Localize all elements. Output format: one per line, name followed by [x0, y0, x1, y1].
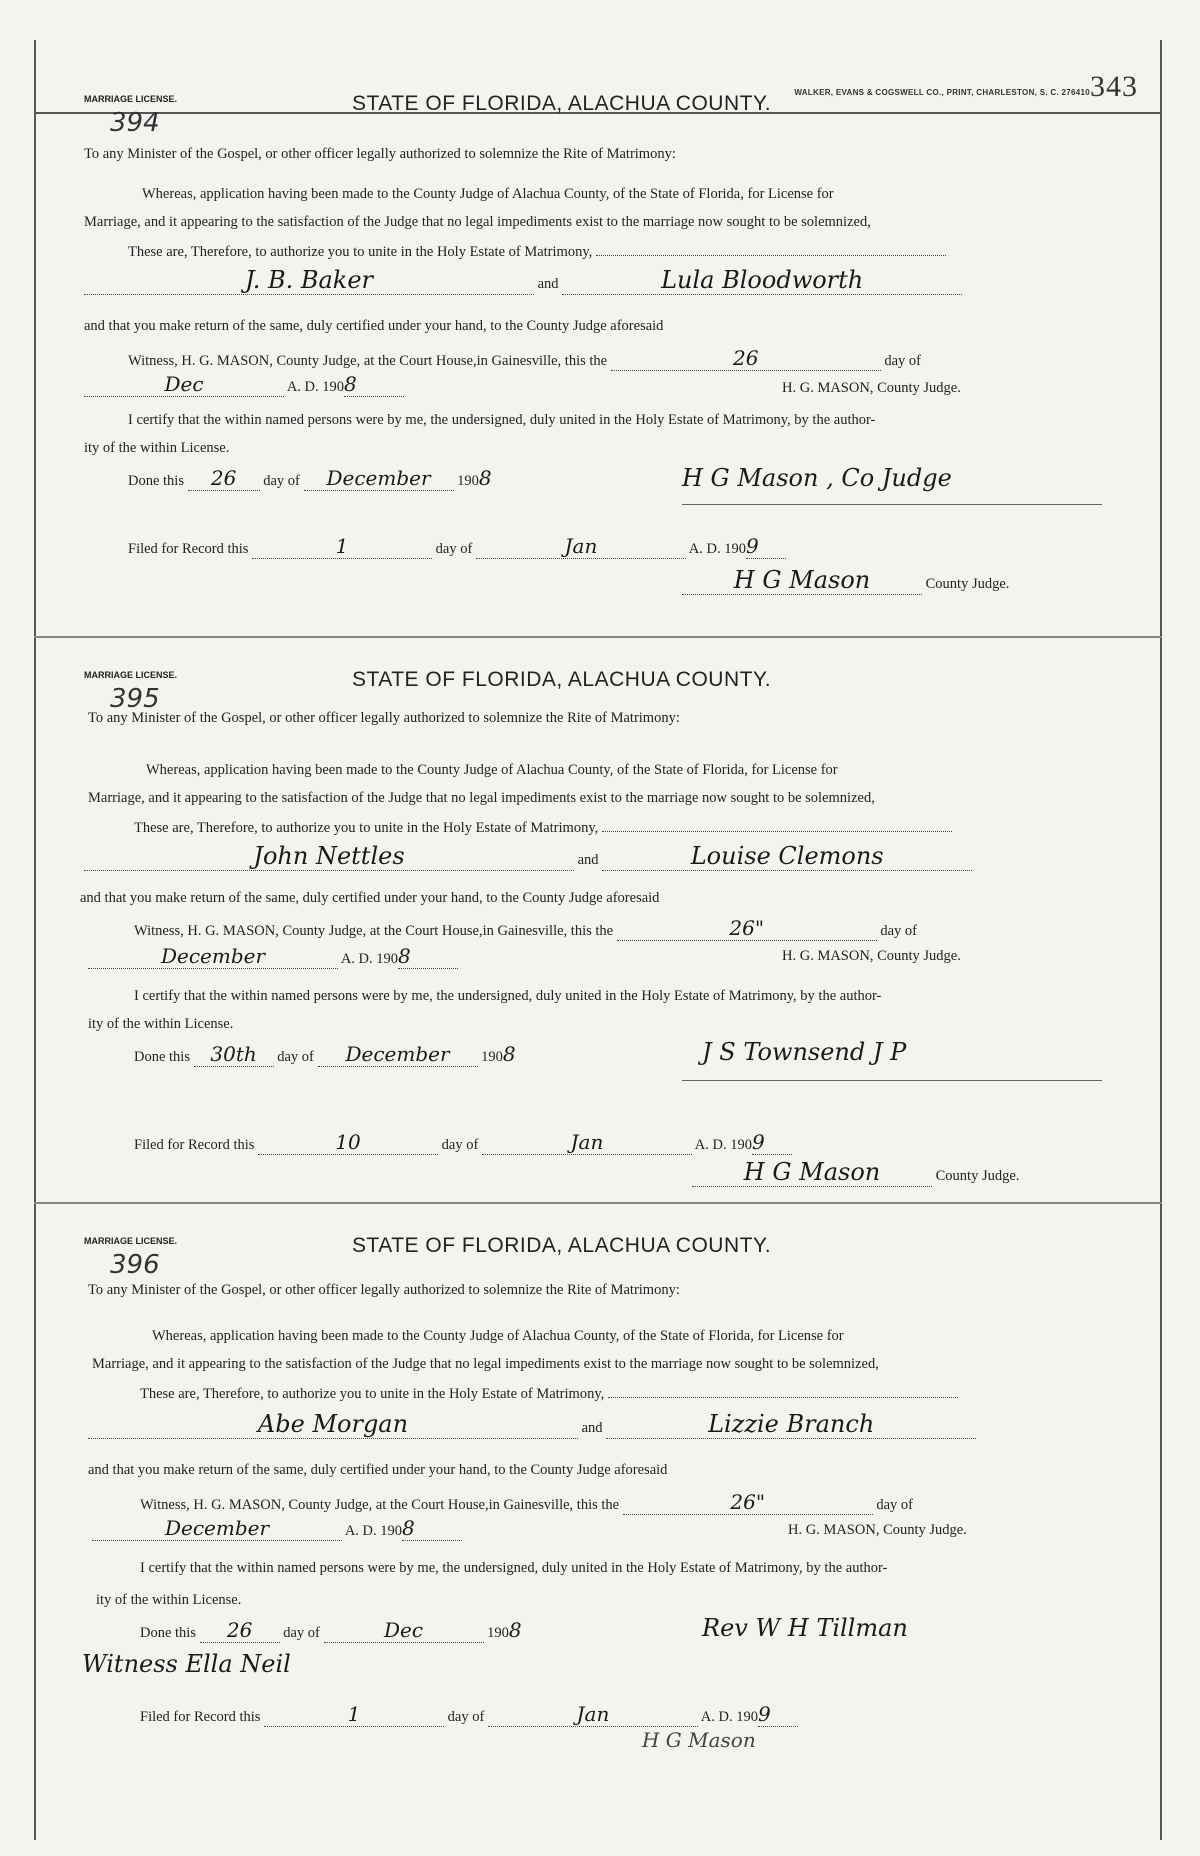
done-year: 8	[478, 466, 492, 490]
done-line	[134, 1042, 516, 1067]
done-text: Done this	[128, 473, 184, 489]
these-text: These are, Therefore, to authorize you to unite in the Holy Estate of Matrimony,	[128, 244, 593, 260]
done-month: December	[318, 1042, 478, 1067]
printer-imprint: WALKER, EVANS & COGSWELL CO., PRINT, CHARLESTON, S. C. 276410	[794, 88, 1090, 97]
filed-text: Filed for Record this	[128, 541, 249, 557]
filed-text: Filed for Record this	[134, 1137, 255, 1153]
officiant-signature: Rev W H Tillman	[702, 1614, 908, 1642]
groom-name: J. B. Baker	[84, 266, 534, 295]
license-heading: STATE OF FLORIDA, ALACHUA COUNTY.	[352, 92, 772, 115]
bride-name: Louise Clemons	[602, 842, 972, 871]
done-day: 30th	[194, 1042, 274, 1067]
license-heading: STATE OF FLORIDA, ALACHUA COUNTY.	[352, 668, 772, 691]
and-text: and	[581, 1420, 603, 1436]
witness-day: 26	[611, 346, 881, 371]
return-line: and that you make return of the same, duly certified under your hand, to the County Judge aforesaid	[80, 890, 660, 906]
filed-signature: H G Mason	[692, 1158, 932, 1187]
section-divider	[34, 1202, 1162, 1204]
these-line	[128, 244, 946, 261]
filed-day-of: day of	[435, 541, 473, 557]
filed-day: 1	[252, 534, 432, 559]
address-line: To any Minister of the Gospel, or other officer legally authorized to solemnize the Rite of Matrimony:	[84, 146, 676, 162]
bride-name: Lula Bloodworth	[562, 266, 962, 295]
witness-line	[128, 346, 921, 371]
officiant-signature: J S Townsend J P	[702, 1038, 907, 1066]
license-394	[82, 94, 1102, 654]
filed-day-of: day of	[441, 1137, 479, 1153]
bride-name: Lizzie Branch	[606, 1410, 976, 1439]
witness-text: Witness, H. G. MASON, County Judge, at the Court House,in Gainesville, this the	[140, 1497, 620, 1513]
witness-text: Witness, H. G. MASON, County Judge, at the Court House,in Gainesville, this the	[128, 353, 608, 369]
done-day: 26	[188, 466, 260, 491]
return-line: and that you make return of the same, duly certified under your hand, to the County Judge aforesaid	[84, 318, 664, 334]
filed-month: Jan	[476, 534, 686, 559]
month-line	[84, 372, 404, 397]
judge-line: H. G. MASON, County Judge.	[788, 1522, 967, 1538]
filed-day: 10	[258, 1130, 438, 1155]
filed-ad: A. D. 190	[694, 1137, 752, 1153]
license-label: MARRIAGE LICENSE.	[84, 670, 178, 680]
filed-line	[128, 534, 786, 559]
done-year: 8	[508, 1618, 522, 1642]
these-line	[140, 1386, 958, 1403]
witness-month: December	[88, 944, 338, 969]
address-line: To any Minister of the Gospel, or other officer legally authorized to solemnize the Rite of Matrimony:	[88, 710, 680, 726]
filed-line	[134, 1130, 792, 1155]
license-395	[82, 670, 1102, 1230]
whereas-line-2: Marriage, and it appearing to the satisfaction of the Judge that no legal impediments exist to the marriage now sought to be solemnized,	[88, 790, 875, 806]
filed-line	[140, 1702, 798, 1727]
certify-line-2: ity of the within License.	[96, 1592, 242, 1608]
address-line: To any Minister of the Gospel, or other officer legally authorized to solemnize the Rite of Matrimony:	[88, 1282, 680, 1298]
filed-ad: A. D. 190	[700, 1709, 758, 1725]
names-line	[84, 842, 972, 871]
county-judge-line	[692, 1158, 1019, 1187]
done-text: Done this	[140, 1625, 196, 1641]
witness-month: December	[92, 1516, 342, 1541]
done-month: Dec	[324, 1618, 484, 1643]
county-judge-text: County Judge.	[925, 576, 1010, 592]
certify-line-1: I certify that the within named persons were by me, the undersigned, duly united in the Holy Estate of Matrimony, by the author-	[134, 988, 882, 1004]
ad-text: A. D. 190	[286, 379, 345, 395]
month-line	[92, 1516, 462, 1541]
done-line	[140, 1618, 522, 1643]
day-of-text: day of	[880, 923, 917, 939]
done-text: Done this	[134, 1049, 190, 1065]
certify-line-1: I certify that the within named persons were by me, the undersigned, duly united in the Holy Estate of Matrimony, by the author-	[140, 1560, 888, 1576]
these-line	[134, 820, 952, 837]
filed-signature: H G Mason	[642, 1728, 756, 1752]
filed-month: Jan	[488, 1702, 698, 1727]
witness-day: 26"	[623, 1490, 873, 1515]
done-190: 190	[457, 473, 479, 489]
whereas-line-1: Whereas, application having been made to the County Judge of Alachua County, of the State of Florida, for License for	[152, 1328, 844, 1344]
witness-day: 26"	[617, 916, 877, 941]
license-heading: STATE OF FLORIDA, ALACHUA COUNTY.	[352, 1234, 772, 1257]
whereas-line-2: Marriage, and it appearing to the satisfaction of the Judge that no legal impediments exist to the marriage now sought to be solemnized,	[84, 214, 871, 230]
filed-day-of: day of	[447, 1709, 485, 1725]
these-dots	[596, 255, 946, 256]
these-text: These are, Therefore, to authorize you to unite in the Holy Estate of Matrimony,	[134, 820, 599, 836]
section-divider	[34, 636, 1162, 638]
county-judge-line	[682, 566, 1009, 595]
return-line: and that you make return of the same, duly certified under your hand, to the County Judge aforesaid	[88, 1462, 668, 1478]
done-190: 190	[481, 1049, 503, 1065]
groom-name: Abe Morgan	[88, 1410, 578, 1439]
day-of-text: day of	[876, 1497, 913, 1513]
page-number: 343	[1090, 70, 1138, 103]
whereas-line-1: Whereas, application having been made to the County Judge of Alachua County, of the State of Florida, for License for	[146, 762, 838, 778]
these-text: These are, Therefore, to authorize you to unite in the Holy Estate of Matrimony,	[140, 1386, 605, 1402]
witness-line	[140, 1490, 913, 1515]
groom-name: John Nettles	[84, 842, 574, 871]
filed-day: 1	[264, 1702, 444, 1727]
license-396	[82, 1236, 1102, 1796]
names-line	[88, 1410, 976, 1439]
filed-month: Jan	[482, 1130, 692, 1155]
license-label: MARRIAGE LICENSE.	[84, 1236, 178, 1246]
witness-month: Dec	[84, 372, 284, 397]
done-190: 190	[487, 1625, 509, 1641]
certify-line-1: I certify that the within named persons were by me, the undersigned, duly united in the Holy Estate of Matrimony, by the author-	[128, 412, 876, 428]
filed-ad: A. D. 190	[688, 541, 746, 557]
certify-line-2: ity of the within License.	[84, 440, 230, 456]
done-line	[128, 466, 492, 491]
month-line	[88, 944, 458, 969]
day-of-text: day of	[884, 353, 921, 369]
signature-rule	[682, 1080, 1102, 1081]
whereas-line-1: Whereas, application having been made to the County Judge of Alachua County, of the State of Florida, for License for	[142, 186, 834, 202]
names-line	[84, 266, 962, 295]
witness-year: 8	[402, 1516, 462, 1541]
witness-line	[134, 916, 917, 941]
ad-text: A. D. 190	[340, 951, 399, 967]
and-text: and	[537, 276, 559, 292]
officiant-signature: H G Mason , Co Judge	[682, 464, 952, 492]
license-number: 394	[110, 108, 160, 138]
county-judge-text: County Judge.	[935, 1168, 1020, 1184]
certify-line-2: ity of the within License.	[88, 1016, 234, 1032]
judge-line: H. G. MASON, County Judge.	[782, 948, 961, 964]
done-day-of: day of	[277, 1049, 314, 1065]
license-number: 395	[110, 684, 160, 714]
ad-text: A. D. 190	[344, 1523, 403, 1539]
license-number: 396	[110, 1250, 160, 1280]
these-dots	[602, 831, 952, 832]
filed-text: Filed for Record this	[140, 1709, 261, 1725]
filed-year: 9	[746, 534, 786, 559]
filed-year: 9	[758, 1702, 798, 1727]
done-month: December	[304, 466, 454, 491]
filed-year: 9	[752, 1130, 792, 1155]
filed-signature: H G Mason	[682, 566, 922, 595]
done-day-of: day of	[263, 473, 300, 489]
done-day-of: day of	[283, 1625, 320, 1641]
judge-line: H. G. MASON, County Judge.	[782, 380, 961, 396]
witness-signature: Witness Ella Neil	[82, 1650, 291, 1678]
whereas-line-2: Marriage, and it appearing to the satisfaction of the Judge that no legal impediments exist to the marriage now sought to be solemnized,	[92, 1356, 879, 1372]
witness-text: Witness, H. G. MASON, County Judge, at the Court House,in Gainesville, this the	[134, 923, 614, 939]
witness-year: 8	[398, 944, 458, 969]
and-text: and	[577, 852, 599, 868]
license-label: MARRIAGE LICENSE.	[84, 94, 178, 104]
signature-rule	[682, 504, 1102, 505]
done-day: 26	[200, 1618, 280, 1643]
done-year: 8	[502, 1042, 516, 1066]
these-dots	[608, 1397, 958, 1398]
witness-year: 8	[344, 372, 404, 397]
